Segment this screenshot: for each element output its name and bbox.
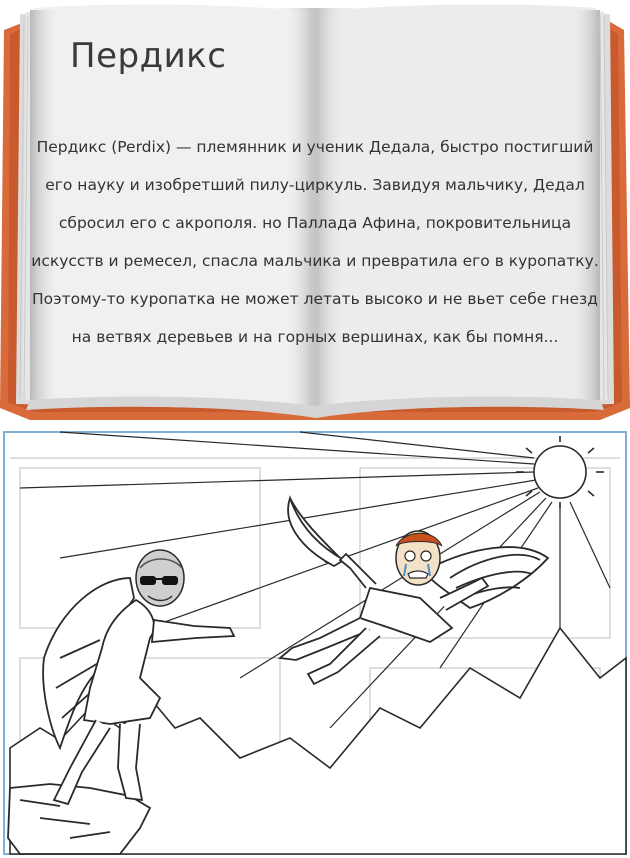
- daedalus-perdix-drawing: [0, 428, 630, 858]
- book-text: Пердикс (Perdix) — племянник и ученик Дедала, быстро постигший его науку и изобретший пилу-циркуль. Завидуя мальчику, Дедал сбросил его с акрополя. но Паллада Афина, покровительница искусств и ремесел, спасла мальчика и превратила его в куропатку. Поэтому-то куропатка не может летать высоко и не вьет себе гнезд на ветвях деревьев и на горных вершинах, как бы помня...: [31, 138, 599, 346]
- open-book: [0, 0, 630, 426]
- sunglasses-meme-face-icon: [136, 550, 184, 606]
- book-title: Пердикс: [70, 36, 227, 76]
- comic-panel: [0, 428, 630, 858]
